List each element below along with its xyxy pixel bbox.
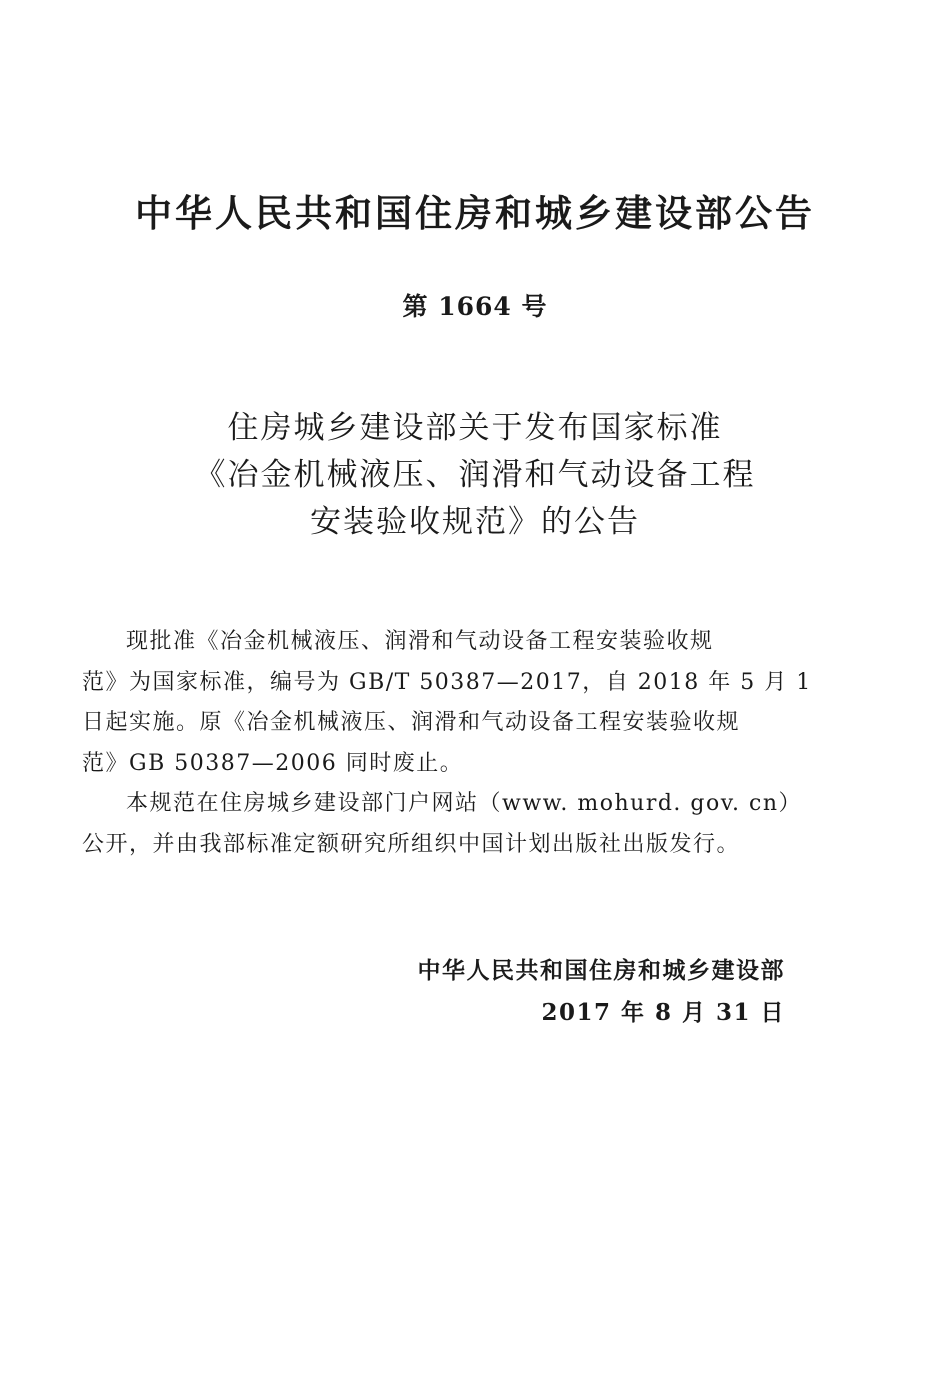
- body-line: 日起实施。原《冶金机械液压、润滑和气动设备工程安装验收规: [82, 710, 741, 735]
- announcement-number: 第 1664 号: [402, 292, 548, 321]
- body-line: 本规范在住房城乡建设部门户网站（www. mohurd. gov. cn）: [126, 791, 803, 816]
- body-line: 范》为国家标准，编号为 GB/T 50387—2017，自 2018 年 5 月 1: [82, 669, 812, 695]
- announcement-subtitle: [0, 405, 950, 546]
- body-line: 现批准《冶金机械液压、润滑和气动设备工程安装验收规: [126, 629, 714, 654]
- issue-date: 2017 年 8 月 31 日: [541, 999, 785, 1026]
- subtitle-line: 安装验收规范》的公告: [310, 504, 640, 540]
- announcement-body: [82, 622, 852, 865]
- subtitle-line: 《冶金机械液压、润滑和气动设备工程: [194, 457, 756, 493]
- issuer-name: 中华人民共和国住房和城乡建设部: [417, 958, 785, 984]
- announcement-heading: 中华人民共和国住房和城乡建设部公告: [135, 192, 815, 235]
- signature-block: [418, 950, 786, 1034]
- body-line: 公开，并由我部标准定额研究所组织中国计划出版社出版发行。: [82, 831, 741, 857]
- subtitle-line: 住房城乡建设部关于发布国家标准: [227, 410, 723, 446]
- body-line: 范》GB 50387—2006 同时废止。: [82, 750, 464, 776]
